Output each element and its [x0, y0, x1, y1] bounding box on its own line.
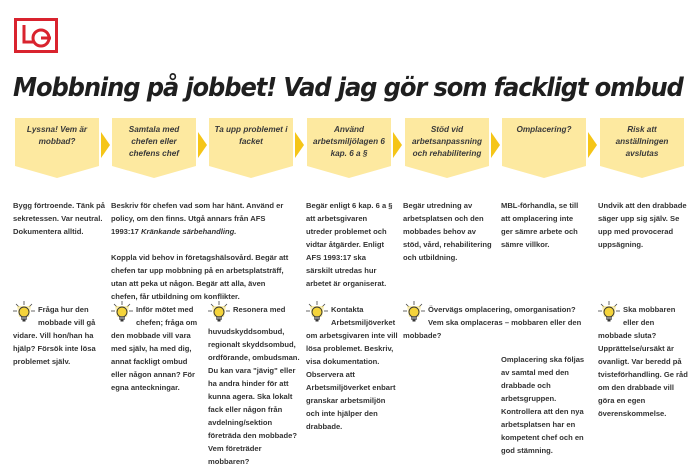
tip-text: Omplacering ska följas av samtal med den drabbade och arbetsgruppen. Kontrollera att den nya arbetsplatsen har en kompetent chef och en god stämning. — [501, 355, 585, 455]
arrow-right-icon — [588, 132, 597, 158]
step-label: Risk att anställningen avslutas — [615, 125, 669, 158]
tip-text: Ska mobbaren eller den mobbade sluta? Upprättelse/ursäkt är ovanligt. Var beredd på tvisteförhandling. Ge råd om den drabbade vill göra en egen överenskommelse. — [598, 305, 688, 418]
lightbulb-icon — [13, 301, 35, 325]
description-text: Begär utredning av arbetsplatsen och den mobbades behov av stöd, vård, rehabilitering och utbildning. — [403, 201, 492, 262]
arrow-right-icon — [101, 132, 110, 158]
tip-7 — [598, 303, 690, 420]
tip-1 — [13, 303, 101, 368]
lightbulb-icon — [111, 301, 133, 325]
step-3 — [209, 118, 293, 178]
description-1 — [13, 199, 105, 238]
step-7 — [600, 118, 684, 178]
tip-text: Inför mötet med chefen; fråga om den mobbade vill vara med själv, ha med dig, annat fackligt ombud eller någon annan? För egna anteckningar. — [111, 305, 198, 392]
tip-text: Kontakta Arbetsmiljöverket om arbetsgivaren inte vill lösa problemet. Beskriv, visa dokumentation. Observera att Arbetsmiljöverket enbart granskar arbetsmiljön och inte hjälper den drabbade. — [306, 305, 398, 431]
step-5 — [405, 118, 489, 178]
tip-text: Övervägs omplacering, omorganisation? Vem ska omplaceras – mobbaren eller den mobbade? — [403, 305, 582, 340]
step-label: Omplacering? — [516, 125, 572, 134]
afs-reference: Kränkande särbehandling. — [141, 227, 237, 236]
lightbulb-icon — [306, 301, 328, 325]
tip-4 — [306, 303, 398, 433]
arrow-right-icon — [491, 132, 500, 158]
description-text: Bygg förtroende. Tänk på sekretessen. Var neutral. Dokumentera alltid. — [13, 201, 105, 236]
step-label: Samtala med chefen eller chefens chef — [128, 125, 180, 158]
tip-text: Resonera med huvudskyddsombud, regionalt skyddsombud, ordförande, ombudsman. Du kan vara "jävig" eller ha andra hinder för att kunna agera. Ska lokalt fack eller någon från avdelning/sektion företräda den mobbade? Vem företräder mobbaren? — [208, 305, 300, 466]
description-5 — [403, 199, 495, 264]
step-6 — [502, 118, 586, 178]
description-text: Undvik att den drabbade säger upp sig själv. Se upp med provocerad uppsägning. — [598, 201, 687, 249]
tip-2 — [111, 303, 199, 394]
step-1 — [15, 118, 99, 178]
lightbulb-icon — [208, 301, 230, 325]
description-7 — [598, 199, 688, 251]
lightbulb-icon — [598, 301, 620, 325]
tip-6 — [501, 353, 589, 457]
arrow-right-icon — [198, 132, 207, 158]
description-text: Begär enligt 6 kap. 6 a § att arbetsgivaren utreder problemet och vidtar åtgärder. Enligt AFS 1993:17 ska särskilt utredas hur arbetet är organiserat. — [306, 201, 393, 288]
step-4 — [307, 118, 391, 178]
tip-5 — [403, 303, 583, 342]
page-title: Mobbning på jobbet! Vad jag gör som fackligt ombud — [13, 73, 683, 103]
step-label: Ta upp problemet i facket — [214, 125, 288, 146]
step-2 — [112, 118, 196, 178]
step-label: Använd arbetsmiljölagen 6 kap. 6 a § — [313, 125, 385, 158]
lightbulb-icon — [403, 301, 425, 325]
lo-logo-mark — [17, 21, 55, 50]
tip-text: Fråga hur den mobbade vill gå vidare. Vill hon/han ha hjälp? Försök inte lösa problemet själv. — [13, 305, 96, 366]
tip-3 — [208, 303, 300, 468]
description-6 — [501, 199, 587, 251]
description-text: Koppla vid behov in företagshälsovård. Begär att chefen tar upp mobbning på en arbetsplatsträff, utan att peka ut någon. Begär att alla, även chefen, får utbildning om konflikter. — [111, 253, 289, 301]
description-4 — [306, 199, 394, 290]
arrow-right-icon — [393, 132, 402, 158]
step-label: Lyssna! Vem är mobbad? — [26, 125, 88, 146]
lo-logo — [14, 18, 58, 53]
arrow-right-icon — [295, 132, 304, 158]
step-label: Stöd vid arbetsanpassning och rehabilitering — [411, 125, 483, 158]
description-2 — [111, 199, 289, 303]
description-text: MBL-förhandla, se till att omplacering inte ger sämre arbete och sämre villkor. — [501, 201, 579, 249]
description-text: Beskriv för chefen vad som har hänt. Använd er policy, om den finns. Utgå annars från AFS 1993:17 Kränkande särbehandling. — [111, 201, 284, 236]
